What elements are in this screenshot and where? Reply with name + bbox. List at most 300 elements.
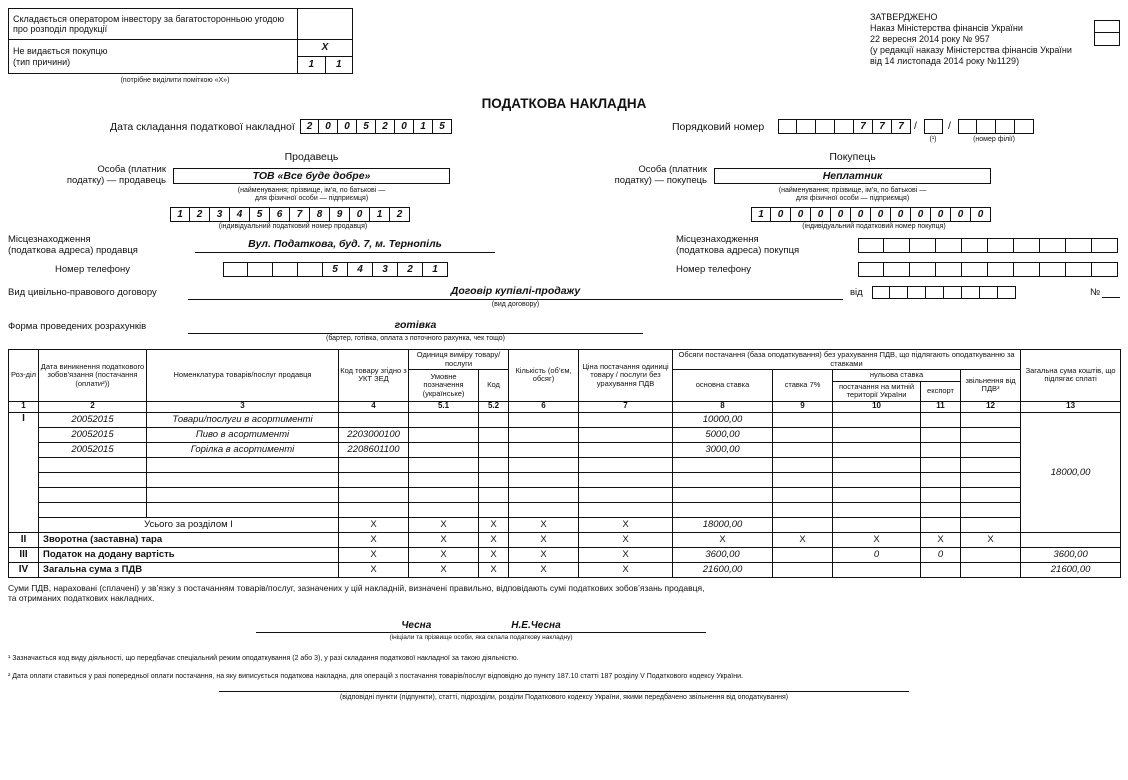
empty-cell [921, 562, 961, 577]
vat-statement: Суми ПДВ, нараховані (сплачені) у зв’язку з постачанням товарів/послуг, зазначених у цій накладній, визначені правильно, відповідають сумі податкових зобов’язань продавця, та отриманих податкових накладних. [8, 582, 705, 603]
grid-cell: 9 [330, 207, 350, 222]
page-title: ПОДАТКОВА НАКЛАДНА [481, 96, 647, 111]
empty-cell [339, 502, 409, 517]
col-number: 2 [39, 401, 147, 412]
col-header-quantity: Кількість (об’єм, обсяг) [509, 350, 579, 402]
grid-cell [858, 262, 884, 277]
x-mark: X [409, 547, 479, 562]
x-mark: X [509, 532, 579, 547]
corner-cell [1094, 33, 1120, 46]
empty-cell [147, 472, 339, 487]
x-mark: X [509, 517, 579, 532]
x-mark: X [339, 547, 409, 562]
order-slash: / [914, 120, 917, 132]
signature-initials-surname: Н.Е.Чесна [511, 619, 561, 631]
grid-cell: 7 [873, 119, 892, 134]
vat-main-amount: 3600,00 [673, 547, 773, 562]
empty-cell [833, 487, 921, 502]
grid-cell [962, 262, 988, 277]
branch-number-cells [958, 119, 1034, 134]
item-row [9, 487, 1121, 502]
not-issued-x-mark: X [298, 40, 352, 57]
x-mark: X [339, 562, 409, 577]
item-row [9, 502, 1121, 517]
grid-cell [884, 262, 910, 277]
empty-cell [833, 502, 921, 517]
flags-caption: (потрібне виділити поміткою «Х») [120, 77, 230, 84]
col-header-zero-domestic: постачання на митній території України [833, 381, 921, 401]
vat-zero-export: 0 [921, 547, 961, 562]
grid-cell [908, 286, 926, 299]
row-label: Податок на додану вартість [39, 547, 339, 562]
branch-number-caption: (номер філії) [973, 136, 1015, 143]
x-mark: X [339, 532, 409, 547]
table-header-row [9, 350, 1121, 370]
col-number: 10 [833, 401, 921, 412]
x-mark: X [479, 517, 509, 532]
buyer-person-label: Особа (платник податку) — покупець [614, 164, 707, 186]
grid-cell [1092, 262, 1118, 277]
contract-row [8, 285, 1120, 319]
empty-cell [833, 517, 921, 532]
payment-form-field: готівка [188, 319, 643, 334]
seller-phone-cells [223, 262, 448, 277]
seller-address-field: Вул. Податкова, буд. 7, м. Тернопіль [195, 238, 495, 253]
empty-cell [579, 472, 673, 487]
buyer-section [564, 151, 1120, 277]
empty-cell [339, 487, 409, 502]
col-number: 12 [961, 401, 1021, 412]
seller-phone-label: Номер телефону [55, 264, 131, 275]
empty-cell [833, 472, 921, 487]
grid-cell: 7 [892, 119, 911, 134]
buyer-header: Покупець [829, 151, 876, 163]
order-number-cells [778, 119, 911, 134]
grid-cell: 2 [390, 207, 410, 222]
section-total-volume: 18000,00 [673, 517, 773, 532]
grid-cell [980, 286, 998, 299]
buyer-tax-number-caption: (індивідуальний податковий номер покупця) [802, 223, 946, 230]
col-number: 1 [9, 401, 39, 412]
x-mark: X [509, 547, 579, 562]
empty-cell [673, 457, 773, 472]
grid-cell [884, 238, 910, 253]
row-label: Загальна сума з ПДВ [39, 562, 339, 577]
col-header-zero-rate-group: нульова ставка [833, 370, 961, 382]
grid-cell [988, 262, 1014, 277]
order-slash: / [948, 120, 951, 132]
empty-cell [147, 502, 339, 517]
empty-cell [773, 562, 833, 577]
empty-cell [673, 487, 773, 502]
grand-total-sum: 21600,00 [1021, 562, 1121, 577]
empty-cell [479, 457, 509, 472]
empty-cell [1021, 532, 1121, 547]
empty-cell [39, 457, 147, 472]
empty-cell [147, 457, 339, 472]
activity-code-cell [924, 119, 943, 134]
vat-row [9, 547, 1121, 562]
grid-cell [988, 238, 1014, 253]
grand-total-main: 21600,00 [673, 562, 773, 577]
empty-cell [509, 442, 579, 457]
section-number: IV [9, 562, 39, 577]
vat-zero-domestic: 0 [833, 547, 921, 562]
grid-cell: 2 [300, 119, 319, 134]
item-date: 20052015 [39, 427, 147, 442]
seller-name-caption: (найменування; прізвище, ім’я, по батькові — для фізичної особи — підприємця) [237, 187, 386, 202]
col-number: 13 [1021, 401, 1121, 412]
grid-cell: 2 [398, 262, 423, 277]
col-header-rozdil: Роз-діл [9, 350, 39, 402]
grid-cell [910, 262, 936, 277]
activity-code-caption: (¹) [929, 136, 937, 143]
grid-cell: 0 [851, 207, 871, 222]
empty-cell [509, 427, 579, 442]
empty-cell [339, 457, 409, 472]
empty-cell [773, 547, 833, 562]
empty-cell [961, 472, 1021, 487]
grid-cell: 4 [230, 207, 250, 222]
empty-cell [921, 412, 961, 427]
x-mark: X [479, 532, 509, 547]
corner-cell [1094, 20, 1120, 33]
empty-cell [773, 427, 833, 442]
empty-cell [479, 472, 509, 487]
parties-section [8, 151, 1120, 277]
grid-cell: 7 [290, 207, 310, 222]
empty-cell [961, 487, 1021, 502]
empty-cell [921, 472, 961, 487]
empty-cell [409, 412, 479, 427]
section-total-row [9, 517, 1121, 532]
empty-cell [409, 502, 479, 517]
empty-cell [833, 457, 921, 472]
x-mark: X [409, 532, 479, 547]
grid-cell [778, 119, 797, 134]
col-number: 3 [147, 401, 339, 412]
item-date: 20052015 [39, 442, 147, 457]
x-mark: X [773, 532, 833, 547]
empty-cell [773, 412, 833, 427]
grid-cell [1092, 238, 1118, 253]
not-issued-cells [298, 40, 353, 74]
grid-cell: 2 [376, 119, 395, 134]
col-number: 5.2 [479, 401, 509, 412]
empty-cell [961, 502, 1021, 517]
payment-row [8, 319, 1120, 347]
grid-cell [936, 262, 962, 277]
contract-number-line [1102, 297, 1120, 298]
item-name: Товари/послуги в асортименті [147, 412, 339, 427]
x-mark: X [579, 532, 673, 547]
footnote-1: ¹ Зазначається код виду діяльності, що передбачає спеціальний режим оподаткування (2 або 3), у разі складання податкової накладної за такою діяльністю. [8, 654, 519, 662]
vat-total: 3600,00 [1021, 547, 1121, 562]
col-header-volumes-group: Обсяги постачання (база оподаткування) без урахування ПДВ, що підлягають оподаткуванню за ставками [673, 350, 1021, 370]
item-code: 2208601100 [339, 442, 409, 457]
seller-header: Продавець [284, 151, 339, 163]
x-mark: X [339, 517, 409, 532]
empty-cell [961, 412, 1021, 427]
document-header [8, 8, 1120, 92]
grid-cell: 8 [310, 207, 330, 222]
col-header-unit-code: Код [479, 370, 509, 402]
empty-cell [39, 502, 147, 517]
item-code: 2203000100 [339, 427, 409, 442]
x-mark: X [673, 532, 773, 547]
empty-cell [409, 457, 479, 472]
empty-cell [961, 517, 1021, 532]
payment-form-caption: (бартер, готівка, оплата з поточного рахунка, чек тощо) [325, 335, 506, 342]
grid-cell [996, 119, 1015, 134]
signature-surname: Чесна [401, 619, 432, 631]
grid-cell [977, 119, 996, 134]
empty-cell [509, 472, 579, 487]
date-order-row [8, 119, 1120, 151]
col-number: 11 [921, 401, 961, 412]
grid-cell: 2 [190, 207, 210, 222]
item-row [9, 442, 1121, 457]
x-mark: X [579, 562, 673, 577]
col-header-nomenclature: Номенклатура товарів/послуг продавця [147, 350, 339, 402]
col-header-date: Дата виникнення податкового зобов’язання (постачання (оплати²)) [39, 350, 147, 402]
grid-cell: 5 [250, 207, 270, 222]
empty-cell [479, 487, 509, 502]
empty-cell [961, 547, 1021, 562]
x-mark: X [409, 562, 479, 577]
grid-cell: 0 [871, 207, 891, 222]
empty-cell [921, 487, 961, 502]
approved-line: (у редакції наказу Міністерства фінансів України [870, 45, 1072, 55]
compose-date-cells [300, 119, 452, 134]
grid-cell [998, 286, 1016, 299]
x-mark: X [409, 517, 479, 532]
reason-cell: 1 [335, 58, 342, 70]
grid-cell: 3 [210, 207, 230, 222]
x-mark: X [833, 532, 921, 547]
seller-address-label: Місцезнаходження (податкова адреса) продавця [8, 234, 138, 256]
investor-flag-cell [298, 9, 353, 40]
grid-cell: 0 [811, 207, 831, 222]
signature-block [256, 620, 706, 641]
empty-cell [509, 457, 579, 472]
signature-line [256, 620, 706, 633]
grid-cell: 5 [323, 262, 348, 277]
buyer-name-field: Неплатник [714, 168, 991, 184]
empty-cell [479, 412, 509, 427]
approved-line: від 14 листопада 2014 року №1129) [870, 56, 1020, 66]
invoice-table [8, 349, 1121, 578]
col-header-price: Ціна постачання одиниці товару / послуги без урахування ПДВ [579, 350, 673, 402]
empty-cell [961, 427, 1021, 442]
signature-caption: (ініціали та прізвище особи, яка склала податкову накладну) [389, 633, 573, 641]
empty-cell [833, 412, 921, 427]
not-issued-label: Не видається покупцю (тип причини) [9, 40, 298, 74]
grid-cell [1066, 238, 1092, 253]
order-number-label: Порядковий номер [672, 121, 765, 133]
grid-cell: 5 [433, 119, 452, 134]
x-mark: X [961, 532, 1021, 547]
empty-cell [39, 487, 147, 502]
col-header-ukt-code: Код товару згідно з УКТ ЗЕД [339, 350, 409, 402]
item-volume: 3000,00 [673, 442, 773, 457]
empty-cell [833, 427, 921, 442]
grid-cell: 0 [791, 207, 811, 222]
contract-type-field: Договір купівлі-продажу [188, 285, 843, 300]
grid-cell: 1 [170, 207, 190, 222]
grid-cell: 6 [270, 207, 290, 222]
item-name: Пиво в асортименті [147, 427, 339, 442]
grid-cell: 0 [911, 207, 931, 222]
empty-cell [579, 457, 673, 472]
seller-person-label: Особа (платник податку) — продавець [66, 164, 166, 186]
contract-from-label: від [850, 287, 863, 298]
grid-cell [1066, 262, 1092, 277]
item-name: Горілка в асортименті [147, 442, 339, 457]
grid-cell: 0 [931, 207, 951, 222]
grid-cell: 0 [350, 207, 370, 222]
grid-cell [924, 119, 943, 134]
seller-tax-number-cells [170, 207, 410, 222]
contract-type-caption: (вид договору) [491, 301, 540, 308]
x-mark: X [921, 532, 961, 547]
not-issued-flag-row [9, 40, 353, 74]
row-label: Зворотна (заставна) тара [39, 532, 339, 547]
grid-cell [1014, 238, 1040, 253]
empty-cell [833, 442, 921, 457]
empty-cell [773, 487, 833, 502]
buyer-tax-number-cells [751, 207, 991, 222]
seller-section [8, 151, 564, 277]
contract-number-label: № [1090, 287, 1101, 298]
empty-cell [921, 427, 961, 442]
empty-cell [409, 487, 479, 502]
empty-cell [961, 562, 1021, 577]
empty-cell [773, 472, 833, 487]
grid-cell [890, 286, 908, 299]
section-number: III [9, 547, 39, 562]
section-total-label: Усього за розділом I [39, 517, 339, 532]
column-numbering-row [9, 401, 1121, 412]
approved-line: Наказ Міністерства фінансів України [870, 23, 1023, 33]
col-number: 4 [339, 401, 409, 412]
item-row [9, 472, 1121, 487]
empty-cell [579, 442, 673, 457]
empty-cell [773, 457, 833, 472]
x-mark: X [509, 562, 579, 577]
investor-flag-row [9, 9, 353, 40]
col-number: 9 [773, 401, 833, 412]
empty-cell [409, 427, 479, 442]
grid-cell: 0 [319, 119, 338, 134]
payment-form-label: Форма проведених розрахунків [8, 321, 147, 332]
empty-cell [579, 487, 673, 502]
empty-cell [773, 442, 833, 457]
item-row [9, 427, 1121, 442]
grid-cell: 1 [370, 207, 390, 222]
grid-cell [858, 238, 884, 253]
grid-cell [926, 286, 944, 299]
col-header-main-rate: основна ставка [673, 370, 773, 402]
empty-cell [509, 502, 579, 517]
item-row [9, 457, 1121, 472]
empty-cell [673, 502, 773, 517]
grid-cell [248, 262, 273, 277]
grid-cell: 0 [338, 119, 357, 134]
grid-cell: 0 [831, 207, 851, 222]
grid-cell [835, 119, 854, 134]
empty-cell [39, 472, 147, 487]
col-header-zero-export: експорт [921, 381, 961, 401]
buyer-address-label: Місцезнаходження (податкова адреса) покупця [676, 234, 800, 256]
grid-cell [962, 286, 980, 299]
grid-cell: 0 [891, 207, 911, 222]
grid-cell [1040, 238, 1066, 253]
empty-cell [579, 502, 673, 517]
grid-cell [962, 238, 988, 253]
section-number: I [9, 412, 39, 532]
grid-cell: 0 [771, 207, 791, 222]
empty-cell [833, 562, 921, 577]
empty-cell [579, 412, 673, 427]
empty-cell [921, 502, 961, 517]
item-row [9, 412, 1121, 427]
empty-cell [773, 502, 833, 517]
seller-tax-number-caption: (індивідуальний податковий номер продавця) [218, 223, 368, 230]
section-sum: 18000,00 [1021, 412, 1121, 532]
empty-cell [409, 442, 479, 457]
grid-cell: 5 [357, 119, 376, 134]
col-number: 5.1 [409, 401, 479, 412]
grid-cell: 0 [951, 207, 971, 222]
x-mark: X [479, 562, 509, 577]
grid-cell [910, 238, 936, 253]
grid-cell [1015, 119, 1034, 134]
approved-line: ЗАТВЕРДЖЕНО [870, 12, 938, 22]
grid-cell [936, 238, 962, 253]
investor-flag-label: Складається оператором інвестору за багатосторонньою угодою про розподіл продукції [9, 9, 298, 40]
grid-cell [223, 262, 248, 277]
grid-cell [816, 119, 835, 134]
col-number: 6 [509, 401, 579, 412]
grid-cell [958, 119, 977, 134]
compose-date-label: Дата складання податкової накладної [110, 121, 295, 133]
col-header-unit-symbol: Умовне позначення (українське) [409, 370, 479, 402]
empty-cell [409, 472, 479, 487]
approved-line: 22 вересня 2014 року № 957 [870, 34, 990, 44]
empty-cell [921, 442, 961, 457]
approved-block [870, 12, 1072, 67]
x-mark: X [479, 547, 509, 562]
col-number: 8 [673, 401, 773, 412]
grid-cell: 7 [854, 119, 873, 134]
item-code [339, 412, 409, 427]
empty-cell [479, 427, 509, 442]
empty-cell [479, 442, 509, 457]
contract-date-cells [872, 286, 1016, 299]
grid-cell: 0 [971, 207, 991, 222]
empty-cell [579, 427, 673, 442]
reason-cell: 1 [298, 57, 326, 73]
grid-cell: 1 [414, 119, 433, 134]
empty-cell [773, 517, 833, 532]
footnote-2: ² Дата оплати ставиться у разі попередньої оплати постачання, на яку виписується податкова накладна, для операцій з постачання товарів/послуг відповідно до пункту 187.10 статті 187 розділу V Податкового кодексу України. [8, 672, 743, 680]
empty-cell [961, 457, 1021, 472]
buyer-address-cells [858, 238, 1118, 253]
empty-cell [339, 472, 409, 487]
section-number: II [9, 532, 39, 547]
grid-cell: 1 [751, 207, 771, 222]
